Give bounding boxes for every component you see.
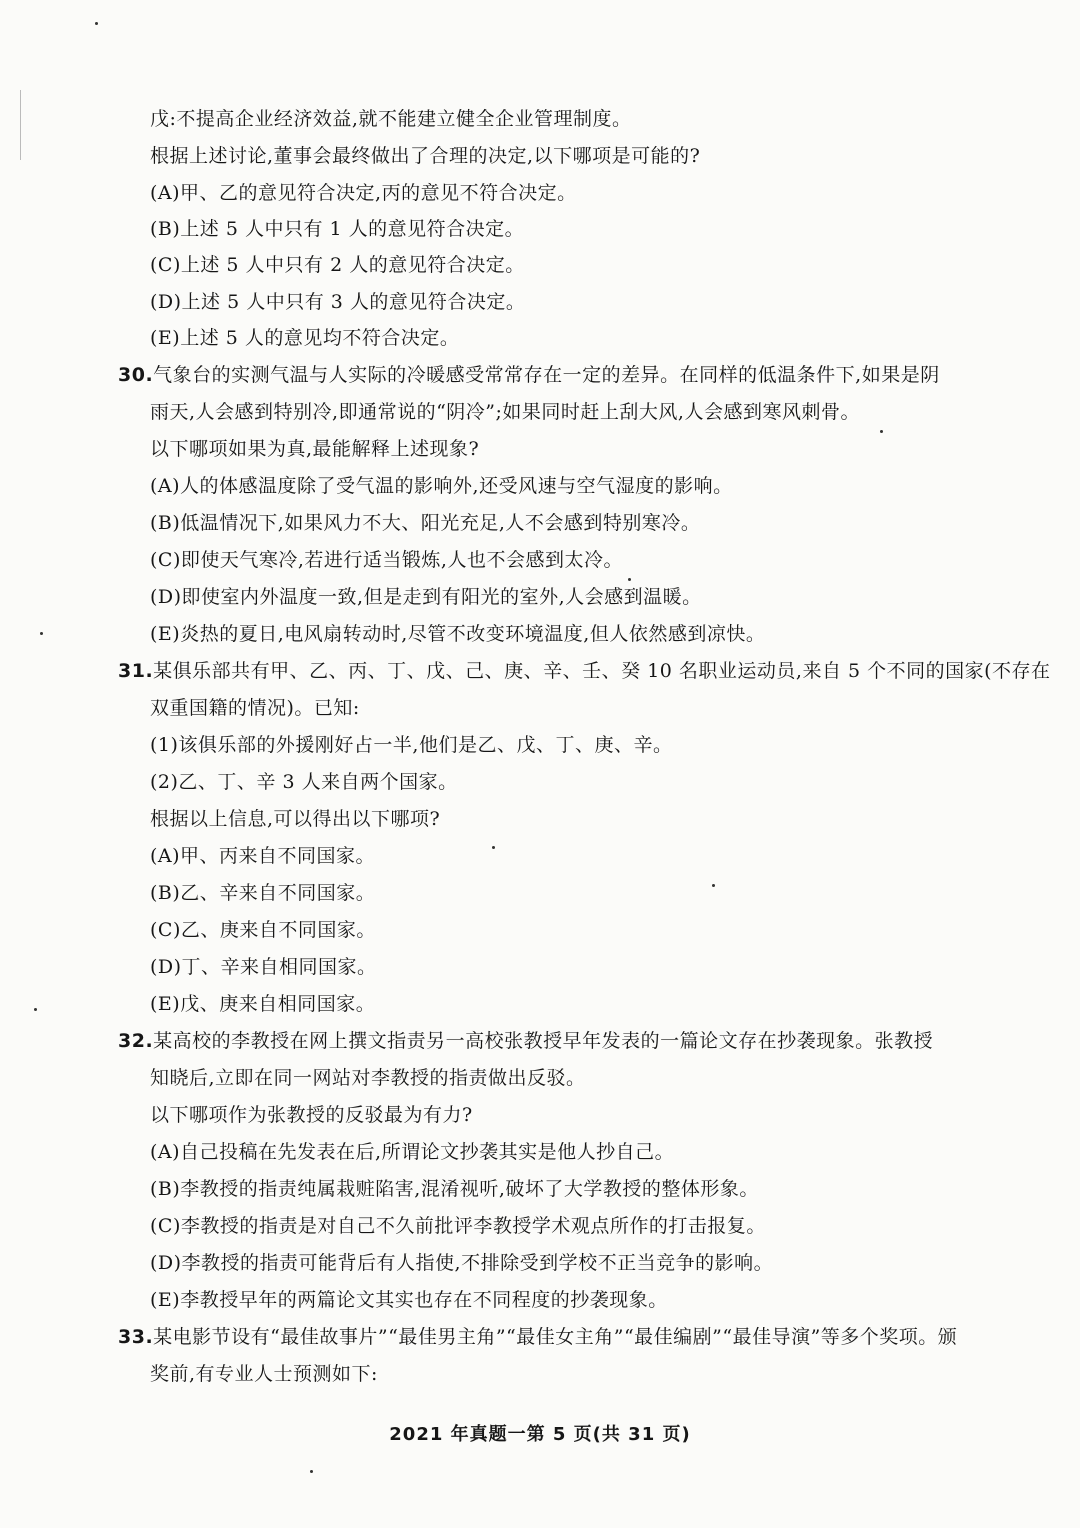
q31-condition-2: (2)乙、丁、辛 3 人来自两个国家。 <box>150 771 458 793</box>
scan-speck <box>628 578 631 581</box>
q30-option-d: (D)即使室内外温度一致,但是走到有阳光的室外,人会感到温暖。 <box>150 586 702 608</box>
q30-number: 30. <box>118 364 154 386</box>
q33-stem-line-1: 33.某电影节设有“最佳故事片”“最佳男主角”“最佳女主角”“最佳编剧”“最佳导演”等多个奖项。颁 <box>118 1326 958 1348</box>
scan-speck <box>712 884 715 887</box>
q32-option-b: (B)李教授的指责纯属栽赃陷害,混淆视听,破坏了大学教授的整体形象。 <box>150 1178 759 1200</box>
q31-option-c: (C)乙、庚来自不同国家。 <box>150 919 376 941</box>
q30-option-e: (E)炎热的夏日,电风扇转动时,尽管不改变环境温度,但人依然感到凉快。 <box>150 623 766 645</box>
q29-option-b: (B)上述 5 人中只有 1 人的意见符合决定。 <box>150 218 525 240</box>
q29-question: 根据上述讨论,董事会最终做出了合理的决定,以下哪项是可能的? <box>150 145 701 167</box>
q29-option-c: (C)上述 5 人中只有 2 人的意见符合决定。 <box>150 254 525 276</box>
q31-option-a: (A)甲、丙来自不同国家。 <box>150 845 376 867</box>
q31-number: 31. <box>118 660 154 682</box>
q31-condition-1: (1)该俱乐部的外援刚好占一半,他们是乙、戊、丁、庚、辛。 <box>150 734 673 756</box>
q30-stem-line-1: 30.气象台的实测气温与人实际的冷暖感受常常存在一定的差异。在同样的低温条件下,如果是阴 <box>118 364 940 386</box>
q29-option-e: (E)上述 5 人的意见均不符合决定。 <box>150 327 460 349</box>
q31-option-d: (D)丁、辛来自相同国家。 <box>150 956 377 978</box>
q31-stem-line-1: 31.某俱乐部共有甲、乙、丙、丁、戊、己、庚、辛、壬、癸 10 名职业运动员,来自 5 个不同的国家(不存在 <box>118 660 1051 682</box>
scan-speck <box>880 430 883 433</box>
q31-option-b: (B)乙、辛来自不同国家。 <box>150 882 376 904</box>
q29-option-d: (D)上述 5 人中只有 3 人的意见符合决定。 <box>150 291 526 313</box>
q30-option-c: (C)即使天气寒冷,若进行适当锻炼,人也不会感到太冷。 <box>150 549 623 571</box>
binding-mark <box>20 90 21 160</box>
q30-question: 以下哪项如果为真,最能解释上述现象? <box>150 438 480 460</box>
q32-option-a: (A)自己投稿在先发表在后,所谓论文抄袭其实是他人抄自己。 <box>150 1141 675 1163</box>
scan-speck <box>40 632 43 635</box>
q30-option-b: (B)低温情况下,如果风力不大、阳光充足,人不会感到特别寒冷。 <box>150 512 701 534</box>
q31-stem-line-2: 双重国籍的情况)。已知: <box>150 697 360 719</box>
q32-option-e: (E)李教授早年的两篇论文其实也存在不同程度的抄袭现象。 <box>150 1289 668 1311</box>
q32-question: 以下哪项作为张教授的反驳最为有力? <box>150 1104 473 1126</box>
scan-speck <box>95 22 98 25</box>
q29-statement: 戊:不提高企业经济效益,就不能建立健全企业管理制度。 <box>150 108 632 130</box>
scan-speck <box>34 1008 37 1011</box>
q33-stem-line-2: 奖前,有专业人士预测如下: <box>150 1363 378 1385</box>
q32-stem-line-2: 知晓后,立即在同一网站对李教授的指责做出反驳。 <box>150 1067 586 1089</box>
q32-option-c: (C)李教授的指责是对自己不久前批评李教授学术观点所作的打击报复。 <box>150 1215 766 1237</box>
q32-number: 32. <box>118 1030 154 1052</box>
q30-option-a: (A)人的体感温度除了受气温的影响外,还受风速与空气湿度的影响。 <box>150 475 733 497</box>
scan-speck <box>492 846 495 849</box>
q30-stem-line-2: 雨天,人会感到特别冷,即通常说的“阴冷”;如果同时赶上刮大风,人会感到寒风刺骨。 <box>150 401 860 423</box>
q31-option-e: (E)戊、庚来自相同国家。 <box>150 993 376 1015</box>
q32-stem-line-1: 32.某高校的李教授在网上撰文指责另一高校张教授早年发表的一篇论文存在抄袭现象。张教授 <box>118 1030 934 1052</box>
q32-option-d: (D)李教授的指责可能背后有人指使,不排除受到学校不正当竞争的影响。 <box>150 1252 774 1274</box>
q33-number: 33. <box>118 1326 154 1348</box>
page-footer: 2021 年真题一第 5 页(共 31 页) <box>389 1424 691 1445</box>
q31-question: 根据以上信息,可以得出以下哪项? <box>150 808 441 830</box>
q29-option-a: (A)甲、乙的意见符合决定,丙的意见不符合决定。 <box>150 182 577 204</box>
scan-speck <box>310 1470 313 1473</box>
